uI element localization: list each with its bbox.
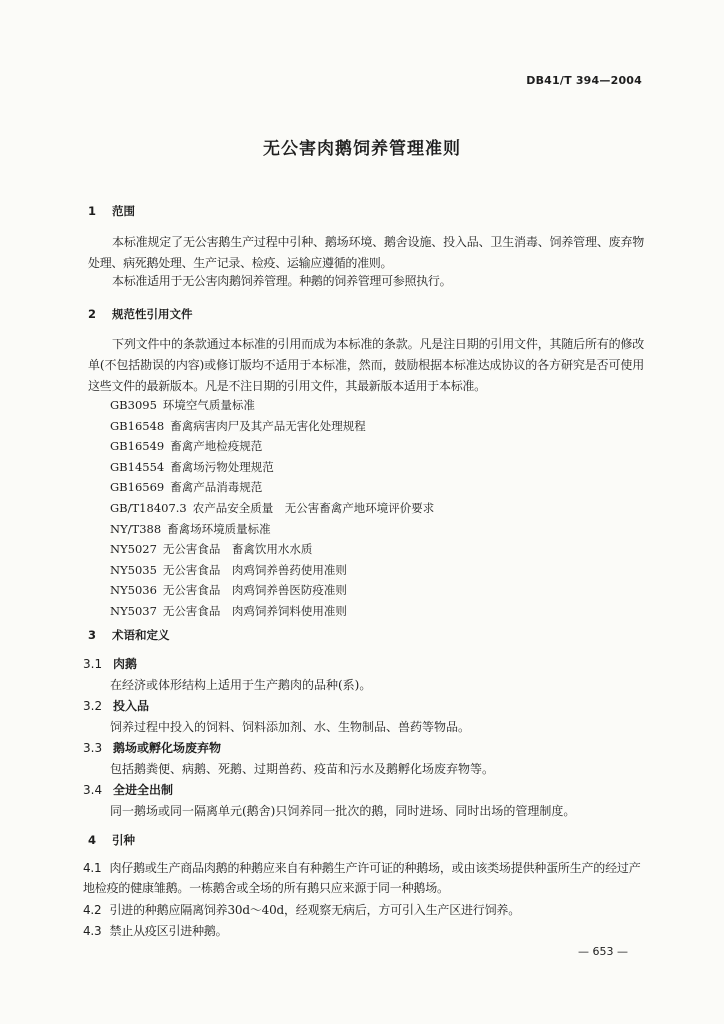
reference-name: 环境空气质量标准 bbox=[162, 398, 255, 412]
reference-name: 畜禽场环境质量标准 bbox=[167, 521, 271, 536]
section-1-paragraph-2: 本标准适用于无公害肉鹅饲养管理。种鹅的饲养管理可参照执行。 bbox=[112, 274, 452, 288]
reference-item bbox=[110, 457, 434, 478]
reference-list bbox=[110, 395, 434, 622]
requirement-item bbox=[83, 858, 645, 898]
reference-name: 畜禽场污物处理规范 bbox=[170, 459, 274, 474]
term-name: 全进全出制 bbox=[113, 783, 174, 797]
section-1-heading bbox=[88, 203, 135, 219]
term-definition: 同一鹅场或同一隔离单元(鹅舍)只饲养同一批次的鹅，同时进场、同时出场的管理制度。 bbox=[110, 804, 576, 818]
term-name: 投入品 bbox=[113, 699, 150, 713]
section-number: 1 bbox=[88, 204, 97, 218]
reference-code: NY/T388 bbox=[110, 521, 162, 536]
reference-item bbox=[110, 601, 434, 622]
reference-name: 无公害食品 肉鸡饲养兽医防疫准则 bbox=[162, 583, 347, 598]
reference-code: NY5035 bbox=[110, 562, 157, 577]
reference-code: GB16548 bbox=[110, 418, 165, 433]
term-definition: 饲养过程中投入的饲料、饲料添加剂、水、生物制品、兽药等物品。 bbox=[110, 720, 471, 734]
reference-item bbox=[110, 395, 434, 416]
requirement-item bbox=[83, 900, 645, 920]
section-2-intro: 下列文件中的条款通过本标准的引用而成为本标准的条款。凡是注日期的引用文件，其随后所有的修改单(不包括勘误的内容)或修订版均不适用于本标准，然而，鼓励根据本标准达成协议的各方研究是否可使用这些文件的最新版本。凡是不注日期的引用文件，其最新版本适用于本标准。 bbox=[88, 337, 644, 393]
term-heading bbox=[83, 781, 173, 798]
section-3-heading bbox=[88, 627, 170, 643]
reference-code: GB3095 bbox=[110, 398, 157, 412]
term-definition: 包括鹅粪便、病鹅、死鹅、过期兽药、疫苗和污水及鹅孵化场废弃物等。 bbox=[110, 762, 495, 776]
reference-item bbox=[110, 580, 434, 601]
reference-name: 畜禽病害肉尸及其产品无害化处理规程 bbox=[170, 418, 366, 433]
requirement-number: 4.3 bbox=[83, 924, 102, 938]
section-1-paragraph-1: 本标准规定了无公害鹅生产过程中引种、鹅场环境、鹅舍设施、投入品、卫生消毒、饲养管理、废弃物处理、病死鹅处理、生产记录、检疫、运输应遵循的准则。 bbox=[88, 235, 644, 270]
term-number: 3.3 bbox=[83, 741, 103, 755]
requirement-text: 禁止从疫区引进种鹅。 bbox=[109, 924, 228, 938]
reference-item bbox=[110, 498, 434, 519]
reference-code: GB16569 bbox=[110, 480, 165, 495]
term-name: 鹅场或孵化场废弃物 bbox=[113, 741, 222, 755]
reference-code: NY5036 bbox=[110, 583, 157, 598]
document-title: 无公害肉鹅饲养管理准则 bbox=[263, 139, 461, 159]
reference-code: GB16549 bbox=[110, 439, 165, 454]
section-title: 规范性引用文件 bbox=[112, 307, 193, 321]
reference-item bbox=[110, 539, 434, 560]
term-number: 3.2 bbox=[83, 699, 103, 713]
reference-item bbox=[110, 416, 434, 437]
reference-item bbox=[110, 477, 434, 498]
reference-code: GB14554 bbox=[110, 459, 165, 474]
term-heading bbox=[83, 655, 137, 672]
requirement-number: 4.2 bbox=[83, 903, 102, 917]
reference-name: 无公害食品 肉鸡饲养饲料使用准则 bbox=[162, 603, 347, 618]
section-title: 引种 bbox=[112, 833, 136, 847]
reference-name: 畜禽产地检疫规范 bbox=[170, 439, 263, 454]
term-name: 肉鹅 bbox=[113, 657, 138, 671]
page-number: — 653 — bbox=[578, 945, 628, 958]
section-title: 范围 bbox=[112, 204, 136, 218]
reference-name: 无公害食品 畜禽饮用水水质 bbox=[162, 542, 313, 557]
term-number: 3.4 bbox=[83, 783, 103, 797]
section-number: 4 bbox=[88, 833, 97, 847]
reference-name: 农产品安全质量 无公害畜禽产地环境评价要求 bbox=[192, 500, 435, 515]
standard-code: DB41/T 394—2004 bbox=[526, 74, 642, 87]
reference-code: GB/T18407.3 bbox=[110, 500, 187, 515]
reference-item bbox=[110, 560, 434, 581]
requirement-item bbox=[83, 921, 645, 941]
term-number: 3.1 bbox=[83, 657, 103, 671]
section-title: 术语和定义 bbox=[112, 628, 170, 642]
reference-name: 无公害食品 肉鸡饲养兽药使用准则 bbox=[162, 562, 347, 577]
term-heading bbox=[83, 697, 149, 714]
requirement-text: 肉仔鹅或生产商品肉鹅的种鹅应来自有种鹅生产许可证的种鹅场，或由该类场提供种蛋所生产的经过产地检疫的健康雏鹅。一栋鹅舍或全场的所有鹅只应来源于同一种鹅场。 bbox=[83, 861, 641, 895]
term-heading bbox=[83, 739, 221, 756]
section-4-heading bbox=[88, 832, 135, 848]
reference-item bbox=[110, 519, 434, 540]
reference-code: NY5027 bbox=[110, 542, 157, 557]
reference-item bbox=[110, 436, 434, 457]
reference-name: 畜禽产品消毒规范 bbox=[170, 480, 263, 495]
section-number: 2 bbox=[88, 307, 97, 321]
term-definition: 在经济或体形结构上适用于生产鹅肉的品种(系)。 bbox=[110, 678, 372, 692]
reference-code: NY5037 bbox=[110, 603, 157, 618]
section-number: 3 bbox=[88, 628, 97, 642]
section-2-heading bbox=[88, 306, 193, 322]
requirement-text: 引进的种鹅应隔离饲养30d～40d，经观察无病后，方可引入生产区进行饲养。 bbox=[109, 903, 520, 917]
requirement-number: 4.1 bbox=[83, 861, 102, 875]
